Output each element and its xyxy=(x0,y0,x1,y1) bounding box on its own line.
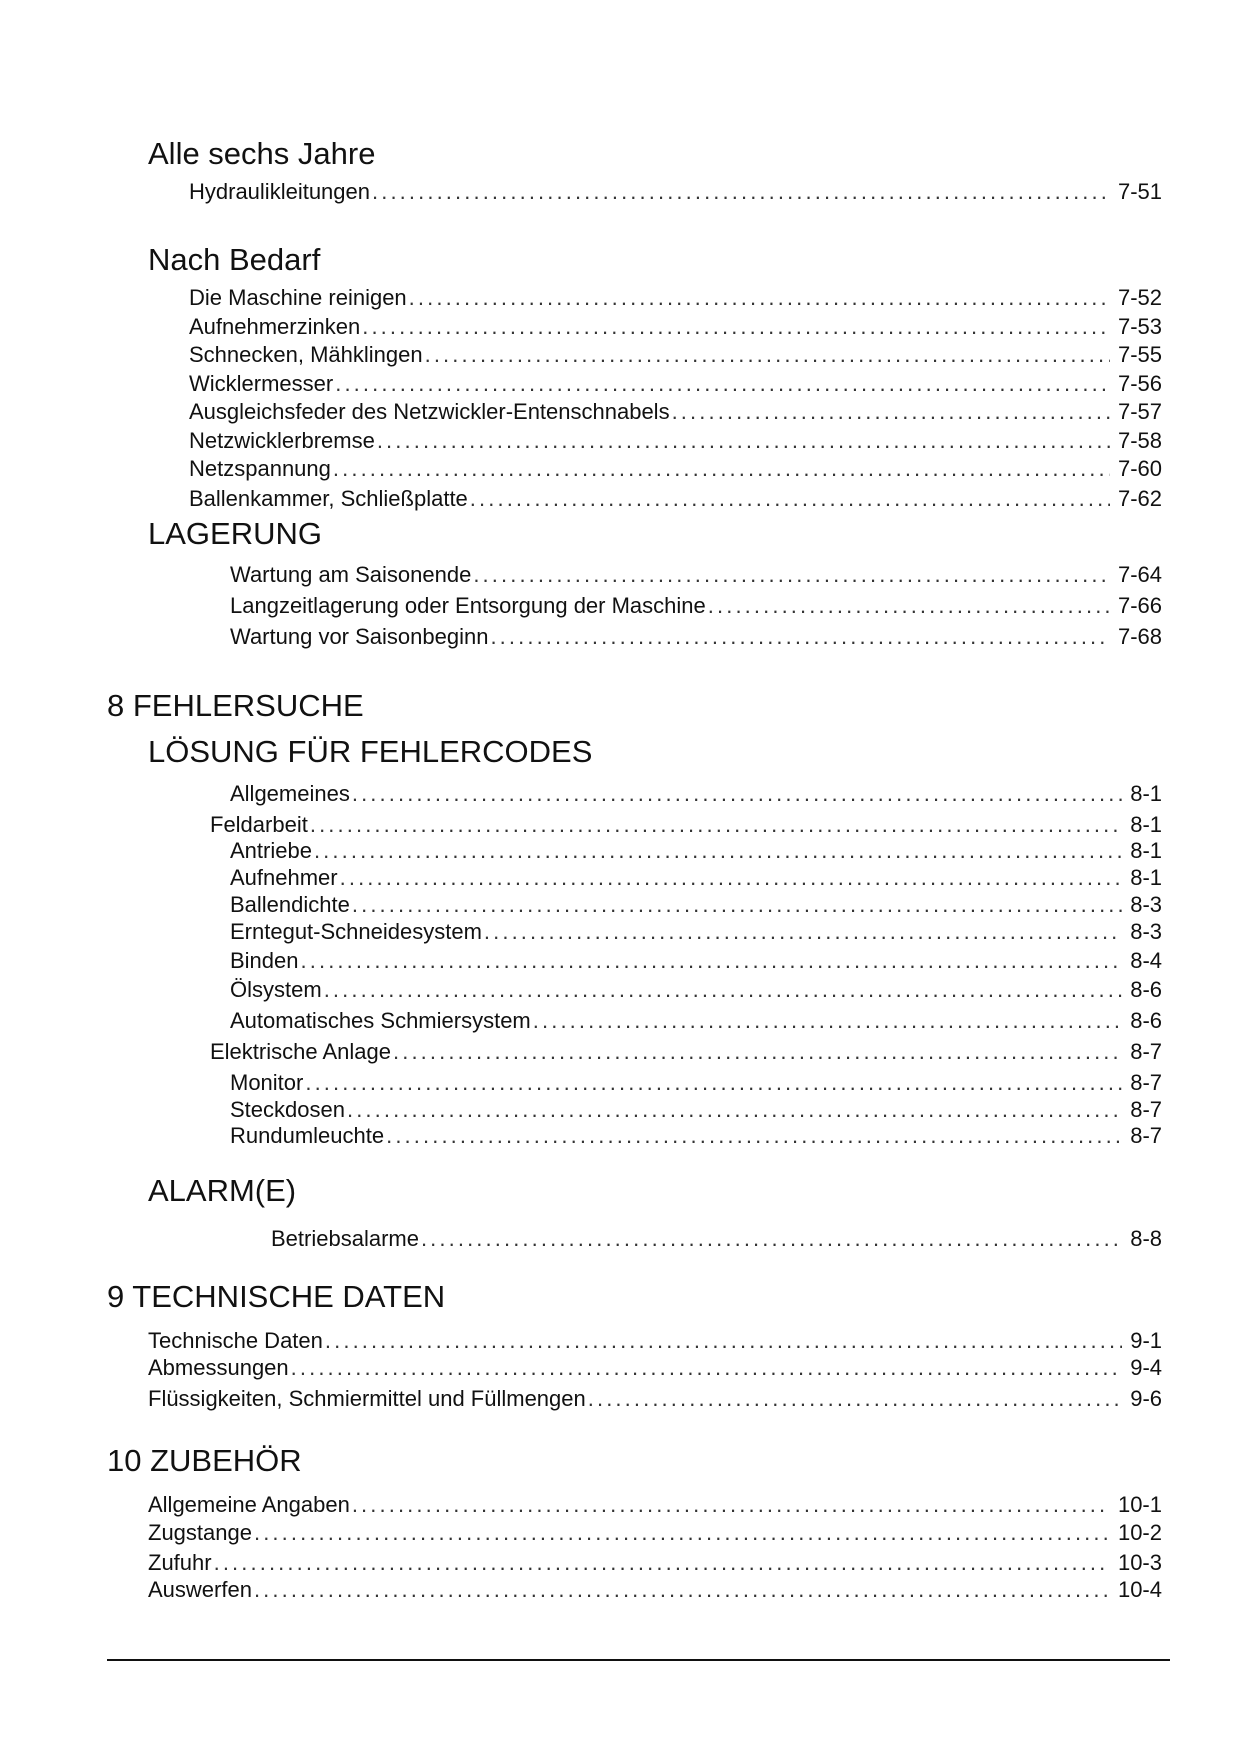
toc-entry-page-number: 7-64 xyxy=(1117,562,1162,587)
dot-leader xyxy=(484,919,1122,945)
toc-entry[interactable] xyxy=(210,812,1162,838)
toc-entry[interactable] xyxy=(230,919,1162,945)
dot-leader xyxy=(672,399,1110,425)
toc-entry-title: Wartung vor Saisonbeginn xyxy=(230,624,489,649)
toc-entry[interactable] xyxy=(271,1226,1162,1252)
heading-nach-bedarf: Nach Bedarf xyxy=(148,242,321,277)
heading-lagerung: LAGERUNG xyxy=(148,516,322,551)
dot-leader xyxy=(335,371,1110,397)
dot-leader xyxy=(470,486,1110,512)
toc-entry[interactable] xyxy=(148,1492,1162,1518)
toc-entry[interactable] xyxy=(189,179,1162,205)
dot-leader xyxy=(324,977,1123,1003)
toc-entry-title: Monitor xyxy=(230,1070,304,1095)
toc-entry[interactable] xyxy=(189,428,1162,454)
toc-entry-title: Aufnehmerzinken xyxy=(189,314,361,339)
dot-leader xyxy=(490,624,1110,650)
toc-entry[interactable] xyxy=(189,456,1162,482)
toc-entry[interactable] xyxy=(148,1520,1162,1546)
dot-leader xyxy=(352,892,1122,918)
toc-entry-page-number: 8-7 xyxy=(1130,1039,1162,1064)
toc-entry[interactable] xyxy=(210,1039,1162,1065)
toc-entry-title: Hydraulikleitungen xyxy=(189,179,370,204)
toc-entry[interactable] xyxy=(230,892,1162,918)
toc-entry-title: Zugstange xyxy=(148,1520,252,1545)
toc-entry-title: Wicklermesser xyxy=(189,371,334,396)
toc-entry[interactable] xyxy=(230,562,1162,588)
toc-entry-title: Ölsystem xyxy=(230,977,322,1002)
chapter-9-technische-daten: 9 TECHNISCHE DATEN xyxy=(107,1279,446,1314)
toc-entry-title: Erntegut-Schneidesystem xyxy=(230,919,482,944)
dot-leader xyxy=(325,1328,1122,1354)
toc-entry[interactable] xyxy=(230,781,1162,807)
toc-entry[interactable] xyxy=(189,285,1162,311)
toc-entry-page-number: 10-4 xyxy=(1117,1577,1162,1602)
toc-entry-page-number: 8-1 xyxy=(1130,781,1162,806)
toc-entry-page-number: 8-8 xyxy=(1130,1226,1162,1251)
chapter-8-fehlersuche: 8 FEHLERSUCHE xyxy=(107,688,364,723)
toc-entry-page-number: 7-56 xyxy=(1117,371,1162,396)
dot-leader xyxy=(421,1226,1122,1252)
dot-leader xyxy=(409,285,1110,311)
toc-entry-page-number: 7-60 xyxy=(1117,456,1162,481)
toc-entry[interactable] xyxy=(230,593,1162,619)
dot-leader xyxy=(362,314,1110,340)
toc-entry-page-number: 7-52 xyxy=(1117,285,1162,310)
heading-alle-sechs-jahre: Alle sechs Jahre xyxy=(148,136,376,171)
dot-leader xyxy=(352,781,1122,807)
toc-entry-page-number: 7-51 xyxy=(1117,179,1162,204)
toc-entry-page-number: 7-62 xyxy=(1117,486,1162,511)
toc-entry-title: Zufuhr xyxy=(148,1550,212,1575)
toc-entry[interactable] xyxy=(230,1008,1162,1034)
toc-entry-title: Betriebsalarme xyxy=(271,1226,419,1251)
toc-entry-page-number: 10-2 xyxy=(1117,1520,1162,1545)
dot-leader xyxy=(372,179,1110,205)
toc-entry[interactable] xyxy=(148,1550,1162,1576)
dot-leader xyxy=(254,1577,1110,1603)
chapter-10-zubehoer: 10 ZUBEHÖR xyxy=(107,1443,302,1478)
toc-entry-page-number: 8-3 xyxy=(1130,892,1162,917)
toc-entry-title: Wartung am Saisonende xyxy=(230,562,472,587)
toc-entry[interactable] xyxy=(230,624,1162,650)
toc-entry-page-number: 10-1 xyxy=(1117,1492,1162,1517)
toc-entry-page-number: 8-1 xyxy=(1130,838,1162,863)
toc-entry[interactable] xyxy=(230,838,1162,864)
toc-entry-page-number: 7-58 xyxy=(1117,428,1162,453)
toc-entry[interactable] xyxy=(230,865,1162,891)
dot-leader xyxy=(386,1123,1122,1149)
toc-entry-page-number: 7-68 xyxy=(1117,624,1162,649)
toc-entry[interactable] xyxy=(230,1097,1162,1123)
toc-entry-page-number: 7-57 xyxy=(1117,399,1162,424)
toc-entry-page-number: 8-1 xyxy=(1130,812,1162,837)
toc-entry[interactable] xyxy=(189,399,1162,425)
toc-entry-title: Abmessungen xyxy=(148,1355,289,1380)
dot-leader xyxy=(301,948,1123,974)
dot-leader xyxy=(214,1550,1110,1576)
toc-entry[interactable] xyxy=(230,948,1162,974)
toc-entry-title: Elektrische Anlage xyxy=(210,1039,391,1064)
toc-entry-title: Netzwicklerbremse xyxy=(189,428,375,453)
toc-entry-title: Netzspannung xyxy=(189,456,331,481)
toc-entry[interactable] xyxy=(189,342,1162,368)
toc-entry[interactable] xyxy=(230,1123,1162,1149)
toc-entry[interactable] xyxy=(189,371,1162,397)
toc-entry-title: Ballenkammer, Schließplatte xyxy=(189,486,468,511)
heading-loesung-fuer-fehlercodes: LÖSUNG FÜR FEHLERCODES xyxy=(148,734,593,769)
dot-leader xyxy=(291,1355,1123,1381)
dot-leader xyxy=(588,1386,1122,1412)
toc-entry-title: Aufnehmer xyxy=(230,865,338,890)
toc-entry-page-number: 8-4 xyxy=(1130,948,1162,973)
toc-entry-page-number: 8-1 xyxy=(1130,865,1162,890)
dot-leader xyxy=(314,838,1122,864)
toc-entry-title: Steckdosen xyxy=(230,1097,345,1122)
dot-leader xyxy=(333,456,1110,482)
toc-entry-page-number: 10-3 xyxy=(1117,1550,1162,1575)
dot-leader xyxy=(377,428,1110,454)
dot-leader xyxy=(473,562,1110,588)
toc-entry-title: Flüssigkeiten, Schmiermittel und Füllmengen xyxy=(148,1386,586,1411)
toc-entry-page-number: 7-53 xyxy=(1117,314,1162,339)
dot-leader xyxy=(254,1520,1110,1546)
footer-rule xyxy=(107,1659,1170,1661)
toc-entry-title: Ausgleichsfeder des Netzwickler-Entenschnabels xyxy=(189,399,670,424)
toc-entry-title: Die Maschine reinigen xyxy=(189,285,407,310)
toc-entry-page-number: 9-4 xyxy=(1130,1355,1162,1380)
toc-entry-page-number: 8-7 xyxy=(1130,1097,1162,1122)
toc-entry-title: Ballendichte xyxy=(230,892,350,917)
toc-entry-title: Binden xyxy=(230,948,299,973)
toc-entry[interactable] xyxy=(189,314,1162,340)
dot-leader xyxy=(352,1492,1110,1518)
dot-leader xyxy=(393,1039,1122,1065)
toc-entry-page-number: 8-7 xyxy=(1130,1123,1162,1148)
dot-leader xyxy=(310,812,1122,838)
toc-entry-title: Langzeitlagerung oder Entsorgung der Maschine xyxy=(230,593,706,618)
toc-entry-title: Antriebe xyxy=(230,838,312,863)
toc-entry-title: Allgemeines xyxy=(230,781,350,806)
toc-entry-title: Schnecken, Mähklingen xyxy=(189,342,423,367)
toc-entry[interactable] xyxy=(148,1355,1162,1381)
toc-entry-page-number: 9-6 xyxy=(1130,1386,1162,1411)
dot-leader xyxy=(340,865,1123,891)
dot-leader xyxy=(708,593,1110,619)
toc-entry[interactable] xyxy=(230,977,1162,1003)
toc-entry[interactable] xyxy=(189,486,1162,512)
toc-entry-title: Rundumleuchte xyxy=(230,1123,385,1148)
dot-leader xyxy=(305,1070,1122,1096)
toc-entry-page-number: 9-1 xyxy=(1130,1328,1162,1353)
dot-leader xyxy=(347,1097,1122,1123)
toc-entry[interactable] xyxy=(230,1070,1162,1096)
toc-entry[interactable] xyxy=(148,1386,1162,1412)
toc-entry-page-number: 8-3 xyxy=(1130,919,1162,944)
toc-entry-title: Automatisches Schmiersystem xyxy=(230,1008,531,1033)
toc-entry-page-number: 8-7 xyxy=(1130,1070,1162,1095)
toc-entry-page-number: 7-66 xyxy=(1117,593,1162,618)
toc-entry[interactable] xyxy=(148,1328,1162,1354)
toc-entry-page-number: 8-6 xyxy=(1130,977,1162,1002)
toc-entry-title: Feldarbeit xyxy=(210,812,308,837)
heading-alarme: ALARM(E) xyxy=(148,1173,297,1208)
toc-entry-title: Auswerfen xyxy=(148,1577,252,1602)
toc-entry-page-number: 8-6 xyxy=(1130,1008,1162,1033)
dot-leader xyxy=(533,1008,1122,1034)
toc-entry[interactable] xyxy=(148,1577,1162,1603)
toc-entry-title: Technische Daten xyxy=(148,1328,323,1353)
dot-leader xyxy=(425,342,1110,368)
toc-entry-title: Allgemeine Angaben xyxy=(148,1492,350,1517)
toc-entry-page-number: 7-55 xyxy=(1117,342,1162,367)
